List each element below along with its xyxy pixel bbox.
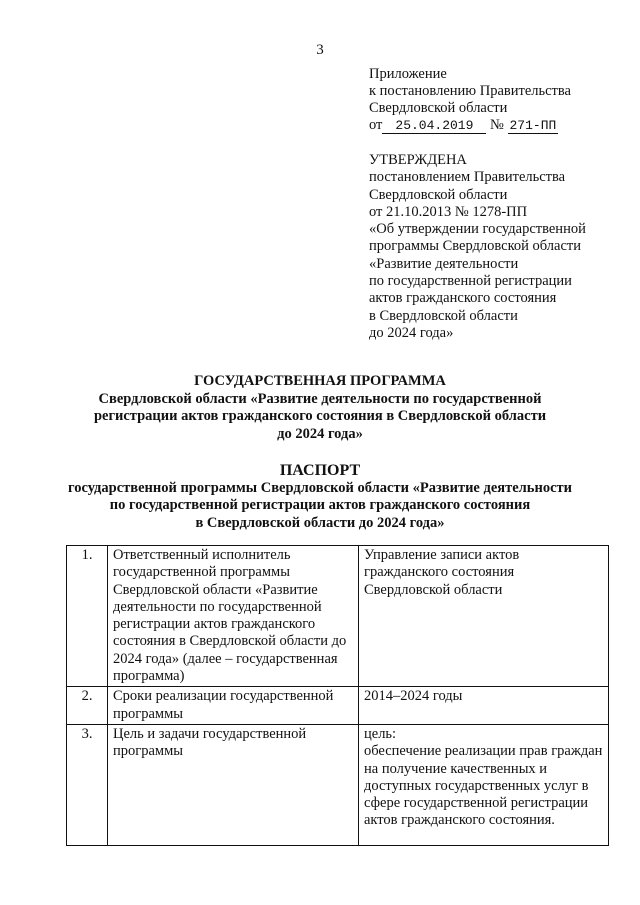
row-name: Сроки реализации государственной программы xyxy=(108,687,359,725)
row-value-label: цель: xyxy=(364,725,397,742)
row-value: 2014–2024 годы xyxy=(359,687,609,725)
approved-line: от 21.10.2013 № 1278-ПП xyxy=(369,203,528,220)
approved-line: актов гражданского состояния xyxy=(369,290,557,307)
passport-subtitle-line: в Свердловской области до 2024 года» xyxy=(195,514,445,531)
approved-line: до 2024 года» xyxy=(369,324,454,341)
appendix-line: Свердловской области xyxy=(369,100,508,116)
program-title-line: до 2024 года» xyxy=(277,425,363,442)
table-row xyxy=(67,724,609,845)
approved-line: программы Свердловской области xyxy=(369,238,582,255)
handwritten-number: 271-ПП xyxy=(509,118,557,133)
passport-heading-block xyxy=(40,462,600,532)
table-row xyxy=(67,546,609,687)
approved-line: «Развитие деятельности xyxy=(369,255,519,272)
program-title-line: Свердловской области «Развитие деятельности по государственной xyxy=(98,390,542,407)
approved-line: УТВЕРЖДЕНА xyxy=(369,152,467,168)
appendix-date-line xyxy=(369,117,571,134)
program-title xyxy=(40,373,600,443)
row-number: 3. xyxy=(67,724,108,845)
row-name: Цель и задачи государственной программы xyxy=(108,724,359,845)
approved-line: Свердловской области xyxy=(369,186,508,203)
row-value: обеспечение реализации прав граждан на получение качественных и доступных государственных услуг в сфере государственной регистрации актов гражданского состояния. xyxy=(364,743,603,829)
approved-line: по государственной регистрации xyxy=(369,273,572,290)
appendix-block xyxy=(369,66,571,134)
table-row xyxy=(67,687,609,725)
row-name: Ответственный исполнитель государственной программы Свердловской области «Развитие деятельности по государственной регистрации актов гражданского состояния в Свердловской области до 2024 года» (далее – государственная программа) xyxy=(108,546,359,687)
passport-subtitle-line: по государственной регистрации актов гражданского состояния xyxy=(109,497,531,513)
handwritten-date: 25.04.2019 xyxy=(382,119,486,134)
appendix-line: к постановлению Правительства xyxy=(369,83,571,99)
row-value-cell xyxy=(359,724,609,845)
program-title-line: регистрации актов гражданского состояния в Свердловской области xyxy=(93,408,547,424)
row-number: 2. xyxy=(67,687,108,725)
row-number: 1. xyxy=(67,546,108,687)
passport-subtitle-line: государственной программы Свердловской области «Развитие деятельности xyxy=(67,479,572,496)
passport-heading: ПАСПОРТ xyxy=(279,462,361,479)
approved-line: в Свердловской области xyxy=(369,307,518,324)
row-value: Управление записи актов гражданского состояния Свердловской области xyxy=(359,546,609,687)
number-prefix: № xyxy=(490,117,504,133)
page-number: 3 xyxy=(316,42,324,58)
approved-line: «Об утверждении государственной xyxy=(369,221,586,238)
approved-block xyxy=(369,152,586,342)
date-prefix: от xyxy=(369,117,383,133)
appendix-line: Приложение xyxy=(369,66,447,82)
passport-table xyxy=(66,545,609,846)
program-title-line: ГОСУДАРСТВЕННАЯ ПРОГРАММА xyxy=(194,373,446,389)
approved-line: постановлением Правительства xyxy=(369,169,566,186)
